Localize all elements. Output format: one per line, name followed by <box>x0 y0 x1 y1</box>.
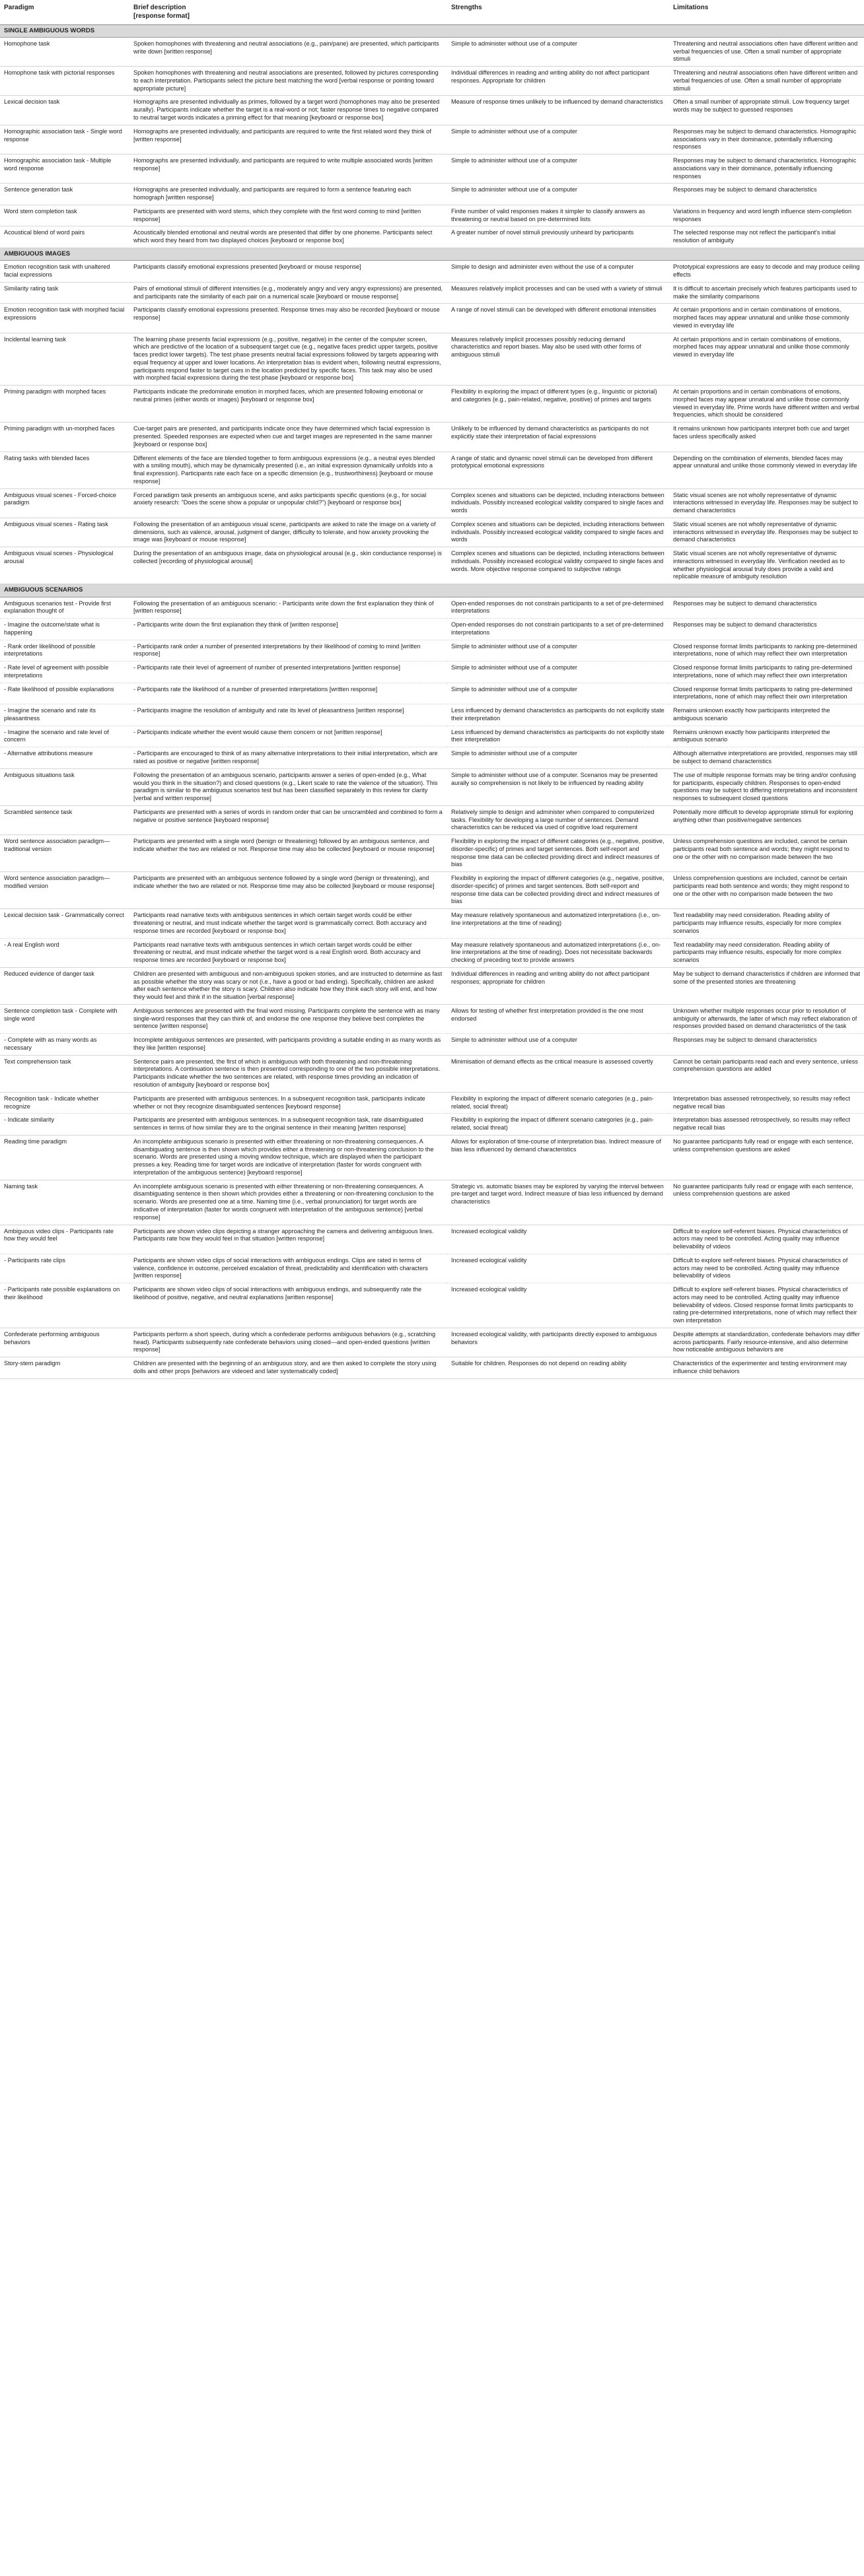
limitations-cell: Depending on the combination of elements, blended faces may appear unnatural and unlike those commonly viewed in everyday life <box>669 452 864 489</box>
limitations-cell: Text readability may need consideration. Reading ability of participants may influence results, especially for more complex scenarios <box>669 938 864 967</box>
paradigm-cell: - Rank order likelihood of possible interpretations <box>0 640 129 661</box>
strengths-cell: Complex scenes and situations can be depicted, including interactions between individuals. Possibly increased ecological validity compared to single faces and words. More objective response compared to subjective ratings <box>447 547 669 584</box>
limitations-cell: Closed response format limits participants to rating pre-determined interpretations, none of which may reflect their own interpretation <box>669 683 864 704</box>
paradigm-cell: Ambiguous visual scenes - Physiological arousal <box>0 547 129 584</box>
table-row <box>0 704 864 726</box>
section-title: AMBIGUOUS IMAGES <box>0 248 864 260</box>
strengths-cell: Simple to administer without use of a computer <box>447 683 669 704</box>
table-row <box>0 938 864 967</box>
strengths-cell: Measures relatively implicit processes and can be used with a variety of stimuli <box>447 282 669 304</box>
table-row <box>0 386 864 423</box>
paradigm-cell: Lexical decision task <box>0 96 129 125</box>
strengths-cell: May measure relatively spontaneous and automatized interpretations (i.e., on-line interpretations at the time of reading). Does not necessitate backwards checking of preceding text to provide answers <box>447 938 669 967</box>
paradigm-cell: Homophone task <box>0 37 129 66</box>
header-paradigm: Paradigm <box>0 0 129 24</box>
table-row <box>0 619 864 640</box>
table-row <box>0 304 864 333</box>
description-cell: - Participants are encouraged to think of as many alternative interpretations to their initial interpretation, which are rated as positive or negative [written response] <box>129 747 447 769</box>
paradigm-cell: Acoustical blend of word pairs <box>0 226 129 248</box>
table-row <box>0 640 864 661</box>
strengths-cell: Simple to administer without use of a computer <box>447 661 669 683</box>
limitations-cell: Unknown whether multiple responses occur prior to resolution of ambiguity or afterwards, the latter of which may reflect elaboration of responses provided based on demand characteristics of the task <box>669 1004 864 1033</box>
limitations-cell: Remains unknown exactly how participants interpreted the ambiguous scenario <box>669 704 864 726</box>
paradigm-cell: Sentence completion task - Complete with single word <box>0 1004 129 1033</box>
table-row <box>0 261 864 283</box>
description-cell: Following the presentation of an ambiguous scenario: - Participants write down the first explanation they think of [written response] <box>129 597 447 619</box>
strengths-cell: Simple to design and administer even without the use of a computer <box>447 261 669 283</box>
description-cell: Spoken homophones with threatening and neutral associations (e.g., pain/pane) are presented, which participants write down [written response] <box>129 37 447 66</box>
description-cell: An incomplete ambiguous scenario is presented with either threatening or non-threatening consequences. A disambiguating sentence is then shown which provides either a threatening or non-threatening conclusion to the scenario. Words are presented using a moving window technique, which are displayed when the participant presses a key. Reading time for target words are indicative of interpretation (faster for words congruent with interpretation of the ambiguous sentence) [keyboard response] <box>129 1135 447 1180</box>
limitations-cell: Static visual scenes are not wholly representative of dynamic interactions witnessed in everyday life. Responses may be subject to demand characteristics <box>669 489 864 518</box>
paradigm-cell: Ambiguous video clips - Participants rate how they would feel <box>0 1225 129 1254</box>
limitations-cell: Text readability may need consideration. Reading ability of participants may influence results, especially for more complex scenarios <box>669 909 864 938</box>
description-cell: Following the presentation of an ambiguous scenario, participants answer a series of open-ended (e.g., What would you think in the situation?) and closed questions (e.g., Likert scale to rate the valence of the situation). This paradigm is similar to the ambiguous scenarios test but has been classified separately in this review for clarity [verbal and written response] <box>129 768 447 805</box>
limitations-cell: Interpretation bias assessed retrospectively, so results may reflect negative recall bias <box>669 1114 864 1135</box>
table-row <box>0 909 864 938</box>
limitations-cell: Difficult to explore self-referent biases. Physical characteristics of actors may need to be controlled. Acting quality may influence believability of videos. Closed response format limits participants to rating pre-determined interpretations, none of which may reflect their own interpretation <box>669 1283 864 1328</box>
strengths-cell: Simple to administer without use of a computer <box>447 184 669 205</box>
description-cell: The learning phase presents facial expressions (e.g., positive, negative) in the center of the computer screen, which are predictive of the location of a subsequent target cue (e.g., negative faces predict upper targets, positive faces predict lower targets). The test phase presents neutral facial expressions followed by targets appearing with equal frequency at upper and lower locations. An interpretation bias is evident when, following neutral expressions, participants respond faster to target cues in the location predicted by specific faces. This task may also be used with morphed facial expressions during the test phase [keyboard or response box] <box>129 333 447 386</box>
strengths-cell: Less influenced by demand characteristics as participants do not explicitly state their interpretation <box>447 726 669 747</box>
description-cell: - Participants imagine the resolution of ambiguity and rate its level of pleasantness [written response] <box>129 704 447 726</box>
table-row <box>0 333 864 386</box>
description-cell: Participants are presented with ambiguous sentences. In a subsequent recognition task, participants indicate whether or not they recognize disambiguated sentences [keyboard response] <box>129 1092 447 1114</box>
table-row <box>0 872 864 909</box>
strengths-cell: Flexibility in exploring the impact of different categories (e.g., negative, positive, disorder-specific) of primes and target sentences. Both self-report and response time data can be collected providing direct and indirect measures of bias <box>447 872 669 909</box>
table-row <box>0 1135 864 1180</box>
strengths-cell: A range of static and dynamic novel stimuli can be developed from different prototypical emotional expressions <box>447 452 669 489</box>
strengths-cell: Flexibility in exploring the impact of different scenario categories (e.g., pain-related, social threat) <box>447 1114 669 1135</box>
section-title: AMBIGUOUS SCENARIOS <box>0 584 864 597</box>
description-cell: Children are presented with ambiguous and non-ambiguous spoken stories, and are instructed to determine as fast as possible whether the story was scary or not (i.e., have a good or bad ending). Specifically, children are asked after each sentence whether the story is scary. Children also indicate how they think each story will end, and how they would feel and think if in the situation [verbal response] <box>129 967 447 1004</box>
paradigm-cell: - Indicate similarity <box>0 1114 129 1135</box>
limitations-cell: Responses may be subject to demand characteristics <box>669 1034 864 1056</box>
table-row <box>0 154 864 184</box>
limitations-cell: At certain proportions and in certain combinations of emotions, morphed faces may appear unnatural and unlike those commonly viewed in everyday life. Prime words have different written and verbal frequencies, which should be considered <box>669 386 864 423</box>
strengths-cell: Flexibility in exploring the impact of different scenario categories (e.g., pain-related, social threat) <box>447 1092 669 1114</box>
section-row <box>0 248 864 260</box>
table-row <box>0 226 864 248</box>
limitations-cell: Although alternative interpretations are provided, responses may still be subject to demand characteristics <box>669 747 864 769</box>
paradigm-cell: - Imagine the outcome/state what is happening <box>0 619 129 640</box>
description-cell: Pairs of emotional stimuli of different intensities (e.g., moderately angry and very angry expressions) are presented, and participants rate the similarity of each pair on a numerical scale [keyboard or mouse response] <box>129 282 447 304</box>
table-row <box>0 184 864 205</box>
description-cell: Participants classify emotional expressions presented. Response times may also be recorded [keyboard or mouse response] <box>129 304 447 333</box>
description-cell: Forced paradigm task presents an ambiguous scene, and asks participants specific questions (e.g., for social anxiety research: "Does the scene show a popular or unpopular child?") [keyboard or response box] <box>129 489 447 518</box>
limitations-cell: At certain proportions and in certain combinations of emotions, morphed faces may appear unnatural and unlike those commonly viewed in everyday life <box>669 304 864 333</box>
paradigm-cell: Naming task <box>0 1180 129 1225</box>
table-row <box>0 37 864 66</box>
limitations-cell: Difficult to explore self-referent biases. Physical characteristics of actors may need to be controlled. Acting quality may influence believability of videos <box>669 1225 864 1254</box>
strengths-cell: May measure relatively spontaneous and automatized interpretations (i.e., on-line interpretations at the time of reading) <box>447 909 669 938</box>
strengths-cell: Open-ended responses do not constrain participants to a set of pre-determined interpretations <box>447 619 669 640</box>
paradigm-cell: - Participants rate possible explanations on their likelihood <box>0 1283 129 1328</box>
table-row <box>0 1180 864 1225</box>
section-row <box>0 584 864 597</box>
description-cell: Following the presentation of an ambiguous visual scene, participants are asked to rate the image on a variety of dimensions, such as valence, arousal, judgment of danger, difficulty to tolerate, and how anxiety provoking the image was [keyboard or mouse response] <box>129 518 447 547</box>
limitations-cell: Despite attempts at standardization, confederate behaviors may differ across participants. Fairly resource-intensive, and also determine how noticeable ambiguous behaviors are <box>669 1328 864 1357</box>
table-row <box>0 205 864 226</box>
description-cell: Homographs are presented individually, and participants are required to write the first related word they think of [written response] <box>129 125 447 154</box>
limitations-cell: Static visual scenes are not wholly representative of dynamic interactions witnessed in everyday life. Verification needed as to whether physiological arousal truly does provide a valid and replicable measure of ambiguity resolution <box>669 547 864 584</box>
strengths-cell: Flexibility in exploring the impact of different types (e.g., linguistic or pictorial) and categories (e.g., pain-related, negative, positive) of primes and targets <box>447 386 669 423</box>
description-cell: - Participants indicate whether the event would cause them concern or not [written response] <box>129 726 447 747</box>
table-row <box>0 747 864 769</box>
strengths-cell: Simple to administer without use of a computer <box>447 125 669 154</box>
description-cell: Different elements of the face are blended together to form ambiguous expressions (e.g., a neutral eyes blended with a smiling mouth), which may be dynamically presented (i.e., an initial expression dynamically unfolds into a final expression). Participants rate each face on a specific dimension (e.g., trustworthiness) [keyboard or mouse response] <box>129 452 447 489</box>
description-cell: Homographs are presented individually, and participants are required to write multiple associated words [written response] <box>129 154 447 184</box>
paradigm-cell: - Complete with as many words as necessary <box>0 1034 129 1056</box>
paradigm-cell: Recognition task - Indicate whether recognize <box>0 1092 129 1114</box>
limitations-cell: Responses may be subject to demand characteristics. Homographic associations vary in their dominance, potentially influencing responses <box>669 125 864 154</box>
description-cell: Spoken homophones with threatening and neutral associations are presented, followed by pictures corresponding to each interpretation. Participants select the picture best matching the word [verbal response or pointing toward appropriate picture] <box>129 67 447 96</box>
table-row <box>0 1328 864 1357</box>
limitations-cell: Responses may be subject to demand characteristics <box>669 184 864 205</box>
table-row <box>0 1034 864 1056</box>
strengths-cell: Simple to administer without use of a computer <box>447 640 669 661</box>
paradigm-cell: Ambiguous visual scenes - Rating task <box>0 518 129 547</box>
table-row <box>0 96 864 125</box>
limitations-cell: Characteristics of the experimenter and testing environment may influence child behaviors <box>669 1357 864 1379</box>
paradigm-cell: Priming paradigm with morphed faces <box>0 386 129 423</box>
limitations-cell: Threatening and neutral associations often have different written and verbal frequencies of use. Often a small number of appropriate stimuli <box>669 37 864 66</box>
table-row <box>0 452 864 489</box>
limitations-cell: May be subject to demand characteristics if children are informed that some of the presented stories are threatening <box>669 967 864 1004</box>
description-cell: Incomplete ambiguous sentences are presented, with participants providing a suitable ending in as many words as they like [written response] <box>129 1034 447 1056</box>
description-cell: Participants indicate the predominate emotion in morphed faces, which are presented following emotional or neutral primes (either words or images) [keyboard or response box] <box>129 386 447 423</box>
strengths-cell: Increased ecological validity, with participants directly exposed to ambiguous behaviors <box>447 1328 669 1357</box>
limitations-cell: Responses may be subject to demand characteristics <box>669 597 864 619</box>
limitations-cell: Remains unknown exactly how participants interpreted the ambiguous scenario <box>669 726 864 747</box>
table-row <box>0 597 864 619</box>
header-limitations: Limitations <box>669 0 864 24</box>
table-row <box>0 282 864 304</box>
limitations-cell: At certain proportions and in certain combinations of emotions, morphed faces may appear unnatural and unlike those commonly viewed in everyday life <box>669 333 864 386</box>
paradigm-cell: - Imagine the scenario and rate level of concern <box>0 726 129 747</box>
paradigm-cell: - Rate level of agreement with possible interpretations <box>0 661 129 683</box>
paradigm-cell: Homographic association task - Single word response <box>0 125 129 154</box>
description-cell: Participants are presented with word stems, which they complete with the first word coming to mind [written response] <box>129 205 447 226</box>
table-row <box>0 726 864 747</box>
strengths-cell: Individual differences in reading and writing ability do not affect participant responses. Appropriate for children <box>447 67 669 96</box>
strengths-cell: Complex scenes and situations can be depicted, including interactions between individuals. Possibly increased ecological validity compared to single faces and words <box>447 489 669 518</box>
paradigm-cell: Similarity rating task <box>0 282 129 304</box>
paradigm-cell: Emotion recognition task with unaltered facial expressions <box>0 261 129 283</box>
description-cell: Participants are presented with a series of words in random order that can be unscrambled and combined to form a negative or positive sentence [keyboard response] <box>129 805 447 834</box>
table-row <box>0 1254 864 1283</box>
table-row <box>0 125 864 154</box>
strengths-cell: Finite number of valid responses makes it simpler to classify answers as threatening or neutral based on pre-determined lists <box>447 205 669 226</box>
strengths-cell: Strategic vs. automatic biases may be explored by varying the interval between pre-target and target word. Indirect measure of bias less influenced by demand characteristics <box>447 1180 669 1225</box>
paradigm-cell: Ambiguous situations task <box>0 768 129 805</box>
table-row <box>0 489 864 518</box>
paradigm-cell: Confederate performing ambiguous behaviors <box>0 1328 129 1357</box>
description-cell: Ambiguous sentences are presented with the final word missing. Participants complete the sentence with as many single-word responses that they can think of, and endorse the one response they believe best completes the sentence [written response] <box>129 1004 447 1033</box>
description-cell: Participants perform a short speech, during which a confederate performs ambiguous behaviors (e.g., scratching head). Participants subsequently rate confederate behaviors using closed—and open-ended questions [written response] <box>129 1328 447 1357</box>
description-cell: Participants are presented with an ambiguous sentence followed by a single word (benign or threatening), and indicate whether the two are related or not. Response time may also be collected [keyboard or mouse response] <box>129 872 447 909</box>
strengths-cell: Simple to administer without use of a computer <box>447 1034 669 1056</box>
table-row <box>0 1114 864 1135</box>
strengths-cell: Individual differences in reading and writing ability do not affect participant responses; appropriate for children <box>447 967 669 1004</box>
strengths-cell: Increased ecological validity <box>447 1283 669 1328</box>
limitations-cell: Responses may be subject to demand characteristics. Homographic associations vary in their dominance, potentially influencing responses <box>669 154 864 184</box>
description-cell: Acoustically blended emotional and neutral words are presented that differ by one phoneme. Participants select which word they heard from two displayed choices [keyboard or response box] <box>129 226 447 248</box>
header-row <box>0 0 864 24</box>
paradigm-cell: Word sentence association paradigm—modified version <box>0 872 129 909</box>
table-row <box>0 547 864 584</box>
table-row <box>0 768 864 805</box>
description-cell: Participants are shown video clips of social interactions with ambiguous endings. Clips are rated in terms of valence, confidence in outcome, perceived escalation of threat, predictability and identification with characters [written response] <box>129 1254 447 1283</box>
description-cell: Participants read narrative texts with ambiguous sentences in which certain target words could be either threatening or neutral, and must indicate whether the target word is a real English word. Both accuracy and response times are recorded [keyboard or response box] <box>129 938 447 967</box>
limitations-cell: The use of multiple response formats may be tiring and/or confusing for participants, especially children. Responses to open-ended questions may be subject to differing interpretations and inconsistent responses to subsequent closed questions <box>669 768 864 805</box>
strengths-cell: Less influenced by demand characteristics as participants do not explicitly state their interpretation <box>447 704 669 726</box>
strengths-cell: Simple to administer without use of a computer. Scenarios may be presented aurally so comprehension is not likely to be influenced by reading ability <box>447 768 669 805</box>
description-cell: - Participants rate their level of agreement of number of presented interpretations [written response] <box>129 661 447 683</box>
paradigm-cell: - A real English word <box>0 938 129 967</box>
paradigm-cell: Homographic association task - Multiple word response <box>0 154 129 184</box>
strengths-cell: Unlikely to be influenced by demand characteristics as participants do not explicitly state their interpretation of facial expressions <box>447 423 669 452</box>
strengths-cell: Allows for testing of whether first interpretation provided is the one most endorsed <box>447 1004 669 1033</box>
strengths-cell: Simple to administer without use of a computer <box>447 747 669 769</box>
strengths-cell: A range of novel stimuli can be developed with different emotional intensities <box>447 304 669 333</box>
table-row <box>0 423 864 452</box>
table-row <box>0 518 864 547</box>
strengths-cell: Simple to administer without use of a computer <box>447 37 669 66</box>
paradigm-cell: Ambiguous visual scenes - Forced-choice paradigm <box>0 489 129 518</box>
limitations-cell: Responses may be subject to demand characteristics <box>669 619 864 640</box>
strengths-cell: Flexibility in exploring the impact of different categories (e.g., negative, positive, disorder-specific) of primes and target sentences. Both self-report and response time data can be collected providing direct and indirect measures of bias <box>447 835 669 872</box>
description-cell: Participants read narrative texts with ambiguous sentences in which certain target words could be either threatening or neutral, and must indicate whether the target word is grammatically correct. Both accuracy and response times are recorded [keyboard or response box] <box>129 909 447 938</box>
paradigm-cell: Story-stem paradigm <box>0 1357 129 1379</box>
strengths-cell: Simple to administer without use of a computer <box>447 154 669 184</box>
paradigm-cell: Text comprehension task <box>0 1055 129 1092</box>
limitations-cell: Prototypical expressions are easy to decode and may produce ceiling effects <box>669 261 864 283</box>
paradigm-cell: Sentence generation task <box>0 184 129 205</box>
limitations-cell: No guarantee participants fully read or engage with each sentence, unless comprehension questions are asked <box>669 1135 864 1180</box>
paradigm-cell: Emotion recognition task with morphed facial expressions <box>0 304 129 333</box>
strengths-cell: Increased ecological validity <box>447 1225 669 1254</box>
table-row <box>0 661 864 683</box>
limitations-cell: Unless comprehension questions are included, cannot be certain participants read both sentence and words; they might respond to one or the other with no comparison made between the two <box>669 835 864 872</box>
table-body <box>0 24 864 1378</box>
header-strengths: Strengths <box>447 0 669 24</box>
strengths-cell: A greater number of novel stimuli previously unheard by participants <box>447 226 669 248</box>
paradigm-cell: Word sentence association paradigm—traditional version <box>0 835 129 872</box>
paradigm-cell: Reading time paradigm <box>0 1135 129 1180</box>
description-cell: - Participants write down the first explanation they think of [written response] <box>129 619 447 640</box>
strengths-cell: Open-ended responses do not constrain participants to a set of pre-determined interpretations <box>447 597 669 619</box>
limitations-cell: Cannot be certain participants read each and every sentence, unless comprehension questions are added <box>669 1055 864 1092</box>
limitations-cell: No guarantee participants fully read or engage with each sentence, unless comprehension questions are asked <box>669 1180 864 1225</box>
paradigm-cell: Rating tasks with blended faces <box>0 452 129 489</box>
paradigm-cell: Reduced evidence of danger task <box>0 967 129 1004</box>
description-cell: Participants are presented with ambiguous sentences. In a subsequent recognition task, rate disambiguated sentences in terms of how similar they are to the original sentence in their meaning [written response] <box>129 1114 447 1135</box>
description-cell: During the presentation of an ambiguous image, data on physiological arousal (e.g., skin conductance response) is collected [recording of physiological arousal] <box>129 547 447 584</box>
table-row <box>0 683 864 704</box>
limitations-cell: Difficult to explore self-referent biases. Physical characteristics of actors may need to be controlled. Acting quality may influence believability of videos <box>669 1254 864 1283</box>
table-row <box>0 67 864 96</box>
paradigm-cell: - Imagine the scenario and rate its pleasantness <box>0 704 129 726</box>
strengths-cell: Increased ecological validity <box>447 1254 669 1283</box>
table-row <box>0 1225 864 1254</box>
limitations-cell: Threatening and neutral associations often have different written and verbal frequencies of use. Often a small number of appropriate stimuli <box>669 67 864 96</box>
limitations-cell: Often a small number of appropriate stimuli. Low frequency target words may be subject to guessed responses <box>669 96 864 125</box>
limitations-cell: The selected response may not reflect the participant's initial resolution of ambiguity <box>669 226 864 248</box>
description-cell: Participants are shown video clips depicting a stranger approaching the camera and delivering ambiguous lines. Participants rate how they would feel in that situation [written response] <box>129 1225 447 1254</box>
limitations-cell: Closed response format limits participants to rating pre-determined interpretations, none of which may reflect their own interpretation <box>669 661 864 683</box>
description-cell: Children are presented with the beginning of an ambiguous story, and are then asked to complete the story using dolls and other props [behaviors are videoed and later systematically coded] <box>129 1357 447 1379</box>
table-row <box>0 1283 864 1328</box>
limitations-cell: Static visual scenes are not wholly representative of dynamic interactions witnessed in everyday life. Responses may be subject to demand characteristics <box>669 518 864 547</box>
paradigm-cell: Word stem completion task <box>0 205 129 226</box>
limitations-cell: It is difficult to ascertain precisely which features participants used to make the similarity comparisons <box>669 282 864 304</box>
paradigm-cell: - Alternative attributions measure <box>0 747 129 769</box>
section-row <box>0 24 864 37</box>
description-cell: Participants classify emotional expressions presented [keyboard or mouse response] <box>129 261 447 283</box>
table-row <box>0 805 864 834</box>
table-row <box>0 1055 864 1092</box>
strengths-cell: Relatively simple to design and administer when compared to computerized tasks. Flexibility for developing a large number of sentences. Demand characteristics can be reduced via used of cognitive load requirement <box>447 805 669 834</box>
limitations-cell: Unless comprehension questions are included, cannot be certain participants read both sentence and words; they might respond to one or the other with no comparison made between the two <box>669 872 864 909</box>
description-cell: Participants are shown video clips of social interactions with ambiguous endings, and subsequently rate the likelihood of positive, negative, and neutral explanations [written response] <box>129 1283 447 1328</box>
description-cell: Homographs are presented individually, and participants are required to form a sentence featuring each homograph [written response] <box>129 184 447 205</box>
strengths-cell: Measure of response times unlikely to be influenced by demand characteristics <box>447 96 669 125</box>
limitations-cell: Interpretation bias assessed retrospectively, so results may reflect negative recall bias <box>669 1092 864 1114</box>
limitations-cell: Closed response format limits participants to ranking pre-determined interpretations, none of which may reflect their own interpretation <box>669 640 864 661</box>
limitations-cell: It remains unknown how participants interpret both cue and target faces unless specifically asked <box>669 423 864 452</box>
strengths-cell: Measures relatively implicit processes possibly reducing demand characteristics and report biases. May also be used with other forms of ambiguous stimuli <box>447 333 669 386</box>
paradigm-cell: Incidental learning task <box>0 333 129 386</box>
description-cell: Cue-target pairs are presented, and participants indicate once they have determined which facial expression is presented. Speeded responses are expected when cue and target images are represented in the same manner [keyboard or response box] <box>129 423 447 452</box>
table-row <box>0 1004 864 1033</box>
paradigm-cell: Lexical decision task - Grammatically correct <box>0 909 129 938</box>
table-row <box>0 967 864 1004</box>
strengths-cell: Minimisation of demand effects as the critical measure is assessed covertly <box>447 1055 669 1092</box>
description-cell: Homographs are presented individually as primes, followed by a target word (homophones may also be presented aurally). Participants indicate whether the target is a real-word or not; faster response times to negative compared to neutral target words indicates a priming effect for that meaning [keyboard or response box] <box>129 96 447 125</box>
description-cell: - Participants rate the likelihood of a number of presented interpretations [written response] <box>129 683 447 704</box>
strengths-cell: Allows for exploration of time-course of interpretation bias. Indirect measure of bias less influenced by demand characteristics <box>447 1135 669 1180</box>
strengths-cell: Complex scenes and situations can be depicted, including interactions between individuals. Possibly increased ecological validity compared to single faces and words <box>447 518 669 547</box>
section-title: SINGLE AMBIGUOUS WORDS <box>0 24 864 37</box>
paradigm-cell: Homophone task with pictorial responses <box>0 67 129 96</box>
paradigm-cell: Ambiguous scenarios test - Provide first explanation thought of <box>0 597 129 619</box>
table-row <box>0 1357 864 1379</box>
description-cell: - Participants rank order a number of presented interpretations by their likelihood of coming to mind [written response] <box>129 640 447 661</box>
table-row <box>0 1092 864 1114</box>
limitations-cell: Variations in frequency and word length influence stem-completion responses <box>669 205 864 226</box>
description-cell: Sentence pairs are presented, the first of which is ambiguous with both threatening and non-threatening interpretations. A continuation sentence is then presented corresponding to one of the two possible interpretations. Participants indicate whether the two sentences are related, with response times providing an indication of resolution of ambiguity [keyboard or response box] <box>129 1055 447 1092</box>
header-brief-description: Brief description [response format] <box>129 0 447 24</box>
description-cell: Participants are presented with a single word (benign or threatening) followed by an ambiguous sentence, and indicate whether the two are related or not. Response time may also be collected [keyboard or mouse response] <box>129 835 447 872</box>
description-cell: An incomplete ambiguous scenario is presented with either threatening or non-threatening consequences. A disambiguating sentence is then shown which provides either a threatening or non-threatening conclusion to the scenario. Words are presented one at a time. Naming time (i.e., verbal pronunciation) for target words are indicative of interpretation (faster for words congruent with interpretation of the ambiguous sentence) [verbal response] <box>129 1180 447 1225</box>
table-row <box>0 835 864 872</box>
strengths-cell: Suitable for children. Responses do not depend on reading ability <box>447 1357 669 1379</box>
paradigm-cell: - Participants rate clips <box>0 1254 129 1283</box>
paradigm-cell: - Rate likelihood of possible explanations <box>0 683 129 704</box>
paradigm-cell: Scrambled sentence task <box>0 805 129 834</box>
limitations-cell: Potentially more difficult to develop appropriate stimuli for exploring anything other than positive/negative sentences <box>669 805 864 834</box>
paradigm-cell: Priming paradigm with un-morphed faces <box>0 423 129 452</box>
